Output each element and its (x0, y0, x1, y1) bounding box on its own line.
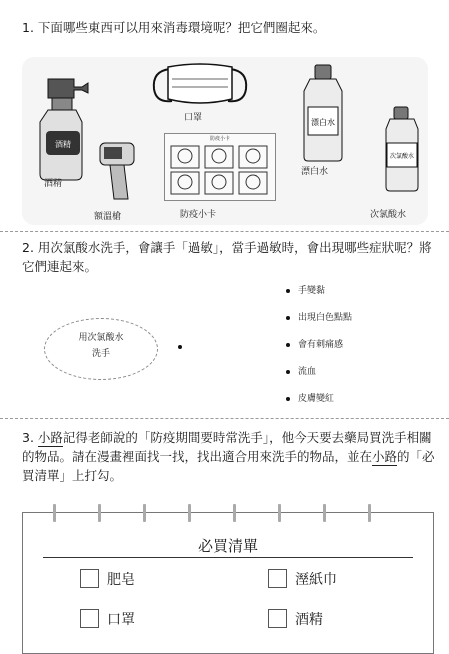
list-title: 必買清單 (197, 537, 258, 555)
list-item-mask: 口罩 (107, 612, 135, 628)
hypochlorous-bottle-illustration[interactable] (382, 105, 422, 193)
section-divider (0, 231, 449, 232)
question-2: 2. 用次氯酸水洗手，會讓手「過敏」，當手過敏時，會出現哪些症狀呢？將它們連起來。 (22, 240, 432, 274)
symptom-label: 皮膚變紅 (298, 394, 335, 404)
binder-ring (368, 504, 371, 522)
label-bleach: 漂白水 (301, 167, 329, 177)
checkbox-alcohol[interactable] (268, 609, 287, 628)
list-item-wet-wipes: 溼紙巾 (295, 572, 337, 588)
binder-ring (233, 504, 236, 522)
symptom-dot[interactable] (286, 397, 290, 401)
shopping-list (22, 512, 434, 654)
question-3 (22, 428, 442, 485)
hypochlorous-bottle-label: 次氯酸水 (389, 153, 415, 160)
symptom-dot[interactable] (286, 370, 290, 374)
thermometer-illustration[interactable] (96, 141, 138, 203)
list-item-alcohol: 酒精 (295, 612, 323, 628)
title-rule (43, 557, 413, 558)
label-alcohol: 酒精 (44, 179, 63, 189)
alcohol-spray-bottle-illustration[interactable] (34, 73, 94, 183)
q3-name-2: 小路 (372, 449, 398, 464)
poster-icons (165, 142, 273, 198)
symptom-label: 出現白色點點 (298, 313, 353, 323)
checkbox-mask[interactable] (80, 609, 99, 628)
symptom-label: 流血 (298, 367, 317, 377)
alcohol-bottle-label: 酒精 (55, 140, 71, 149)
oval-line-1: 用次氯酸水 (78, 333, 124, 343)
label-mask: 口罩 (184, 113, 203, 123)
binder-ring (188, 504, 191, 522)
q3-end: 的「必買清單」上打勾。 (22, 449, 435, 483)
picture-panel (22, 57, 428, 225)
prevention-card-illustration[interactable] (164, 133, 276, 201)
label-hypochlorous: 次氯酸水 (370, 210, 407, 220)
binder-ring (53, 504, 56, 522)
q3-name: 小路 (37, 430, 63, 445)
label-prevention-card: 防疫小卡 (180, 210, 217, 220)
bleach-bottle-illustration[interactable] (300, 63, 346, 163)
symptom-label: 會有刺痛感 (298, 340, 344, 350)
symptom-dot[interactable] (286, 289, 290, 293)
q3-number: 3. (22, 430, 38, 445)
q3-body: 記得老師說的「防疫期間要時常洗手」，他今天要去藥局買洗手相關的物品。請在漫畫裡面找一找，找出適合用來洗手的物品，並在 (22, 430, 432, 464)
question-1: 1. 下面哪些東西可以用來消毒環境呢？把它們圈起來。 (22, 20, 326, 35)
checkbox-soap[interactable] (80, 569, 99, 588)
binder-ring (278, 504, 281, 522)
bleach-bottle-label: 漂白水 (311, 118, 335, 127)
section-divider (0, 418, 449, 419)
symptom-dot[interactable] (286, 343, 290, 347)
label-thermometer: 額溫槍 (94, 212, 122, 222)
source-dot[interactable] (178, 345, 182, 349)
list-item-soap: 肥皂 (107, 572, 135, 588)
binder-ring (143, 504, 146, 522)
binder-ring (323, 504, 326, 522)
oval-line-2: 洗手 (91, 349, 110, 359)
symptom-label: 手變黏 (298, 286, 326, 296)
symptom-dot[interactable] (286, 316, 290, 320)
binder-ring (98, 504, 101, 522)
mask-illustration[interactable] (150, 61, 250, 109)
source-oval (44, 318, 158, 380)
checkbox-wet-wipes[interactable] (268, 569, 287, 588)
poster-title: 防疫小卡 (209, 136, 230, 142)
